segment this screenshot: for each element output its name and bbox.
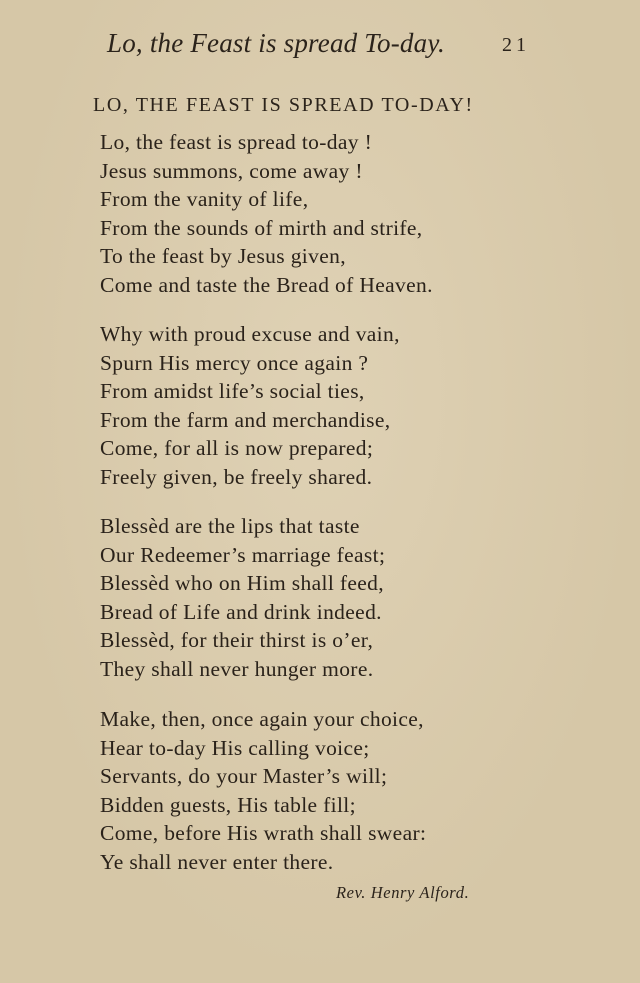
poem-line: Hear to-day His calling voice; — [100, 735, 370, 760]
poem-line: Blessèd who on Him shall feed, — [100, 571, 384, 596]
stanza-3 — [100, 512, 385, 684]
poem-line: From the farm and merchandise, — [100, 407, 391, 432]
poem-line: Lo, the feast is spread to-day ! — [100, 130, 373, 154]
page-number: 21 — [502, 34, 530, 56]
poem-line: Bidden guests, His table fill; — [100, 792, 356, 817]
poem-line: Servants, do your Master’s will; — [100, 764, 388, 789]
running-head — [107, 28, 537, 68]
poem-line: Blessèd, for their thirst is o’er, — [100, 628, 374, 653]
stanza-2 — [100, 320, 400, 492]
poem-line: Make, then, once again your choice, — [100, 707, 424, 731]
stanza-1 — [100, 128, 433, 300]
poem-line: Our Redeemer’s marriage feast; — [100, 542, 386, 567]
stanza-4 — [100, 705, 426, 877]
poem-line: From the vanity of life, — [100, 187, 309, 212]
poem-line: Ye shall never enter there. — [100, 849, 334, 874]
poem-line: Blessèd are the lips that taste — [100, 514, 360, 538]
poem-line: Spurn His mercy once again ? — [100, 350, 369, 375]
author-attribution: Rev. Henry Alford. — [336, 883, 470, 902]
poem-line: Why with proud excuse and vain, — [100, 322, 400, 346]
poem-line: Freely given, be freely shared. — [100, 464, 373, 489]
running-title: Lo, the Feast is spread To-day. — [107, 28, 445, 58]
poem-line: Come and taste the Bread of Heaven. — [100, 272, 433, 297]
poem-line: From the sounds of mirth and strife, — [100, 215, 423, 240]
poem-line: Bread of Life and drink indeed. — [100, 599, 382, 624]
poem-line: Come, before His wrath shall swear: — [100, 821, 427, 846]
poem-line: They shall never hunger more. — [100, 656, 374, 681]
poem-line: From amidst life’s social ties, — [100, 379, 365, 404]
poem-line: Jesus summons, come away ! — [100, 158, 363, 183]
poem-line: Come, for all is now prepared; — [100, 436, 374, 461]
poem-line: To the feast by Jesus given, — [100, 244, 346, 269]
poem-title: LO, THE FEAST IS SPREAD TO-DAY! — [93, 94, 474, 116]
